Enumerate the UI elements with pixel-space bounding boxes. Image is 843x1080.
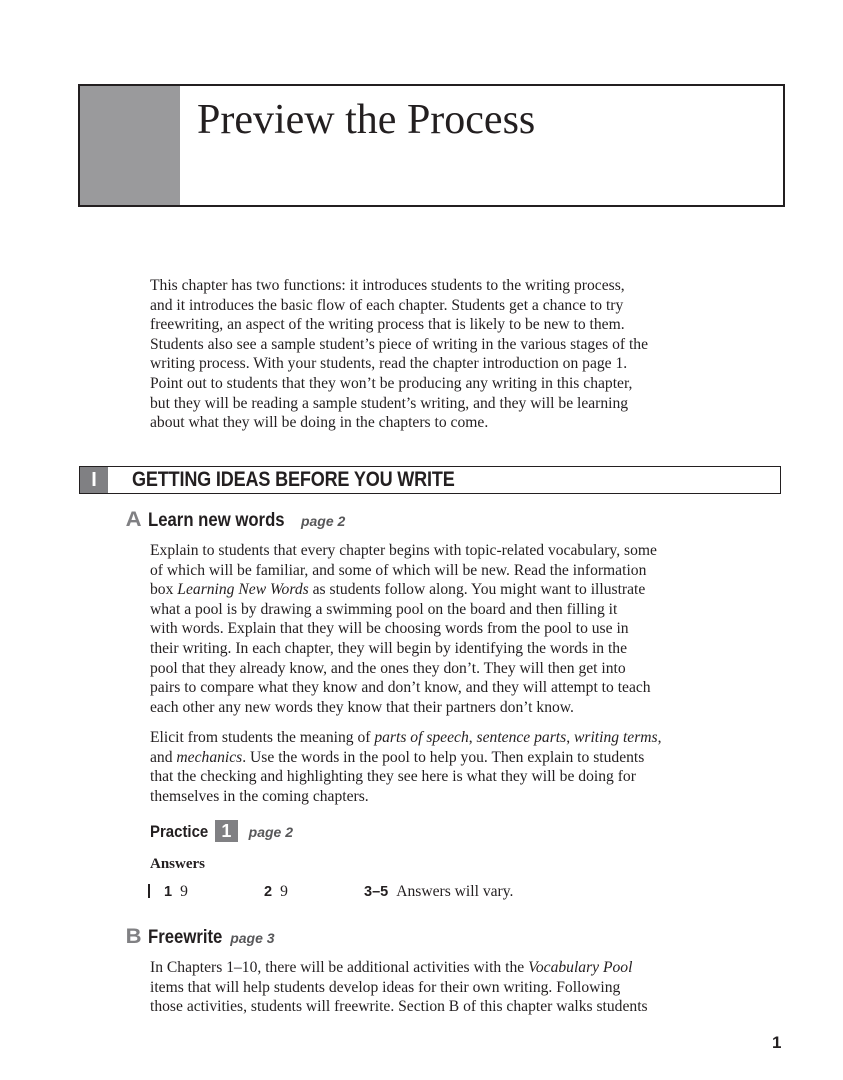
answer-number: 3–5 [364,884,389,900]
paragraph-line: Explain to students that every chapter begins with topic-related vocabulary, some [150,542,657,559]
italic-term: Learning New Words [177,581,309,599]
answers-label: Answers [150,856,205,872]
text-run: In Chapters 1–10, there will be additional activities with the [150,959,529,976]
answer-text: 9 [180,883,188,900]
text-run: box [150,581,178,599]
section-number: I [80,467,108,493]
intro-line: Students also see a sample student’s piece of writing in the various stages of the [150,335,649,353]
answer-number: 1 [164,884,173,900]
paragraph-line: pool that they already know, and the ones they don’t. They will then get into [150,659,626,677]
italic-term: Vocabulary Pool [528,959,633,976]
italic-term: writing terms [574,729,658,746]
paragraph-line: those activities, students will freewrite. Section B of this chapter walks students [150,998,648,1016]
intro-line: freewriting, an aspect of the writing process that is likely to be new to them. [150,316,625,334]
paragraph-line [150,748,740,768]
answer-bar-mark [148,884,150,898]
paragraph-line: items that will help students develop ideas for their own writing. Following [150,978,621,996]
answer-item [364,882,513,902]
learn-words-paragraph [150,541,740,717]
answers-row [148,882,648,902]
subsection-letter: B [125,925,142,948]
freewrite-paragraph [150,958,740,1017]
page-reference: page 2 [300,513,346,529]
intro-line: and it introduces the basic flow of each chapter. Students get a chance to try [150,296,624,314]
text-run: , [468,729,477,746]
section-title: GETTING IDEAS BEFORE YOU WRITE [132,468,455,491]
subsection-title: Learn new words [148,510,286,531]
text-run: as students follow along. You might want to illustrate [308,581,646,599]
intro-line: This chapter has two functions: it introduces students to the writing process, [150,277,625,294]
answer-text: 9 [280,883,288,900]
text-run: , [657,729,662,746]
intro-paragraph [150,276,740,433]
page-reference: page 2 [248,824,293,840]
intro-line: Point out to students that they won’t be producing any writing in this chapter, [150,374,633,392]
chapter-title: Preview the Process [197,97,536,143]
paragraph-line: themselves in the coming chapters. [150,787,369,805]
answer-item [264,882,288,902]
page-number: 1 [772,1033,782,1052]
practice-label: Practice [150,822,209,841]
paragraph-line: their writing. In each chapter, they will begin by identifying the words in the [150,639,628,657]
subsection-title: Freewrite [148,927,223,948]
answer-number: 2 [264,884,273,900]
paragraph-line: each other any new words they know that their partners don’t know. [150,698,574,716]
subsection-a-heading [126,509,345,532]
paragraph-line: with words. Explain that they will be choosing words from the pool to use in [150,620,629,638]
section-heading-bar [79,466,781,494]
intro-line: but they will be reading a sample student’s writing, and they will be learning [150,394,629,412]
text-run: and [150,748,177,766]
subsection-b-heading [126,926,275,949]
italic-term: parts of speech [374,729,469,746]
italic-term: sentence parts [476,729,567,746]
answer-text: Answers will vary. [396,883,514,900]
text-run: Elicit from students the meaning of [150,729,375,746]
text-run: , [566,729,574,746]
subsection-letter: A [125,508,142,531]
paragraph-line [150,728,740,748]
italic-term: mechanics [176,748,243,766]
intro-line: writing process. With your students, read the chapter introduction on page 1. [150,355,628,373]
practice-heading [150,820,293,844]
text-run: . Use the words in the pool to help you. Then explain to students [242,748,645,766]
paragraph-line: that the checking and highlighting they see here is what they will be doing for [150,768,636,786]
chapter-tab-block [80,86,180,205]
paragraph-line: of which will be familiar, and some of which will be new. Read the information [150,561,647,579]
practice-number-badge: 1 [215,820,238,842]
page-reference: page 3 [230,930,275,946]
paragraph-line [150,580,740,600]
paragraph-line: what a pool is by drawing a swimming pool on the board and then filling it [150,600,618,618]
elicit-paragraph [150,728,740,806]
paragraph-line: pairs to compare what they know and don’t know, and they will attempt to teach [150,679,651,697]
chapter-title-box [78,84,785,207]
paragraph-line [150,958,740,978]
answer-item [164,882,188,902]
intro-line: about what they will be doing in the chapters to come. [150,414,489,432]
